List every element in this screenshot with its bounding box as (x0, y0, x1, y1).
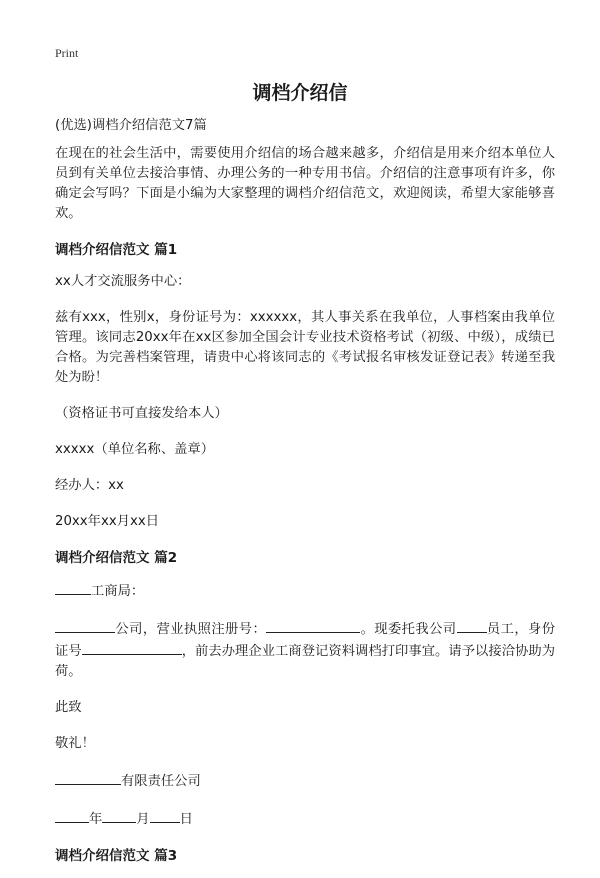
print-label: Print (55, 46, 79, 60)
subtitle: (优选)调档介绍信范文7篇 (55, 118, 207, 133)
blank-line (55, 618, 115, 633)
intro-paragraph: 在现在的社会生活中，需要使用介绍信的场合越来越多，介绍信是用来介绍本单位人员到有关单位去接洽事情、办理公务的一种专用书信。介绍信的注意事项有许多，你确定会写吗？下面是小编为大家整理的调档介绍信范文，欢迎阅读，希望大家能够喜欢。 (55, 146, 555, 221)
section2-closing2: 敬礼！ (55, 736, 95, 751)
section2-company: 有限责任公司 (55, 770, 555, 792)
section1-body: 兹有xxx，性别x，身份证号为：xxxxxx，其人事关系在我单位，人事档案由我单位管理。该同志20xx年在xx区参加全国会计专业技术资格考试（初级、中级），成绩已合格。为完善档案管理，请贵中心将该同志的《考试报名审核发证登记表》转递至我处为盼！ (55, 310, 555, 385)
section2-salutation: 工商局： (55, 580, 555, 602)
section2-closing1: 此致 (55, 700, 82, 715)
blank-line (55, 580, 91, 595)
blank-line (150, 808, 180, 823)
section1-handler: 经办人：xx (55, 478, 124, 493)
section3-heading: 调档介绍信范文 篇3 (55, 848, 178, 864)
section1-heading: 调档介绍信范文 篇1 (55, 242, 178, 258)
blank-line (266, 618, 360, 633)
document-body (55, 116, 555, 878)
section1-note: （资格证书可直接发给本人） (55, 406, 228, 421)
page-title: 调档介绍信 (252, 82, 348, 104)
blank-line (55, 770, 121, 785)
section2-heading: 调档介绍信范文 篇2 (55, 550, 178, 566)
section2-date: 年 月 日 (55, 808, 555, 830)
section1-salutation: xx人才交流服务中心： (55, 274, 191, 289)
section2-body: 公司，营业执照注册号： 。现委托我公司 员工，身份证号 ，前去办理企业工商登记资料调档打印事宜。请予以接洽协助为荷。 (55, 618, 555, 682)
blank-line (102, 808, 136, 823)
blank-line (55, 808, 89, 823)
section1-signature: xxxxx（单位名称、盖章） (55, 442, 215, 457)
section1-date: 20xx年xx月xx日 (55, 514, 160, 529)
blank-line (82, 640, 182, 655)
blank-line (457, 618, 487, 633)
